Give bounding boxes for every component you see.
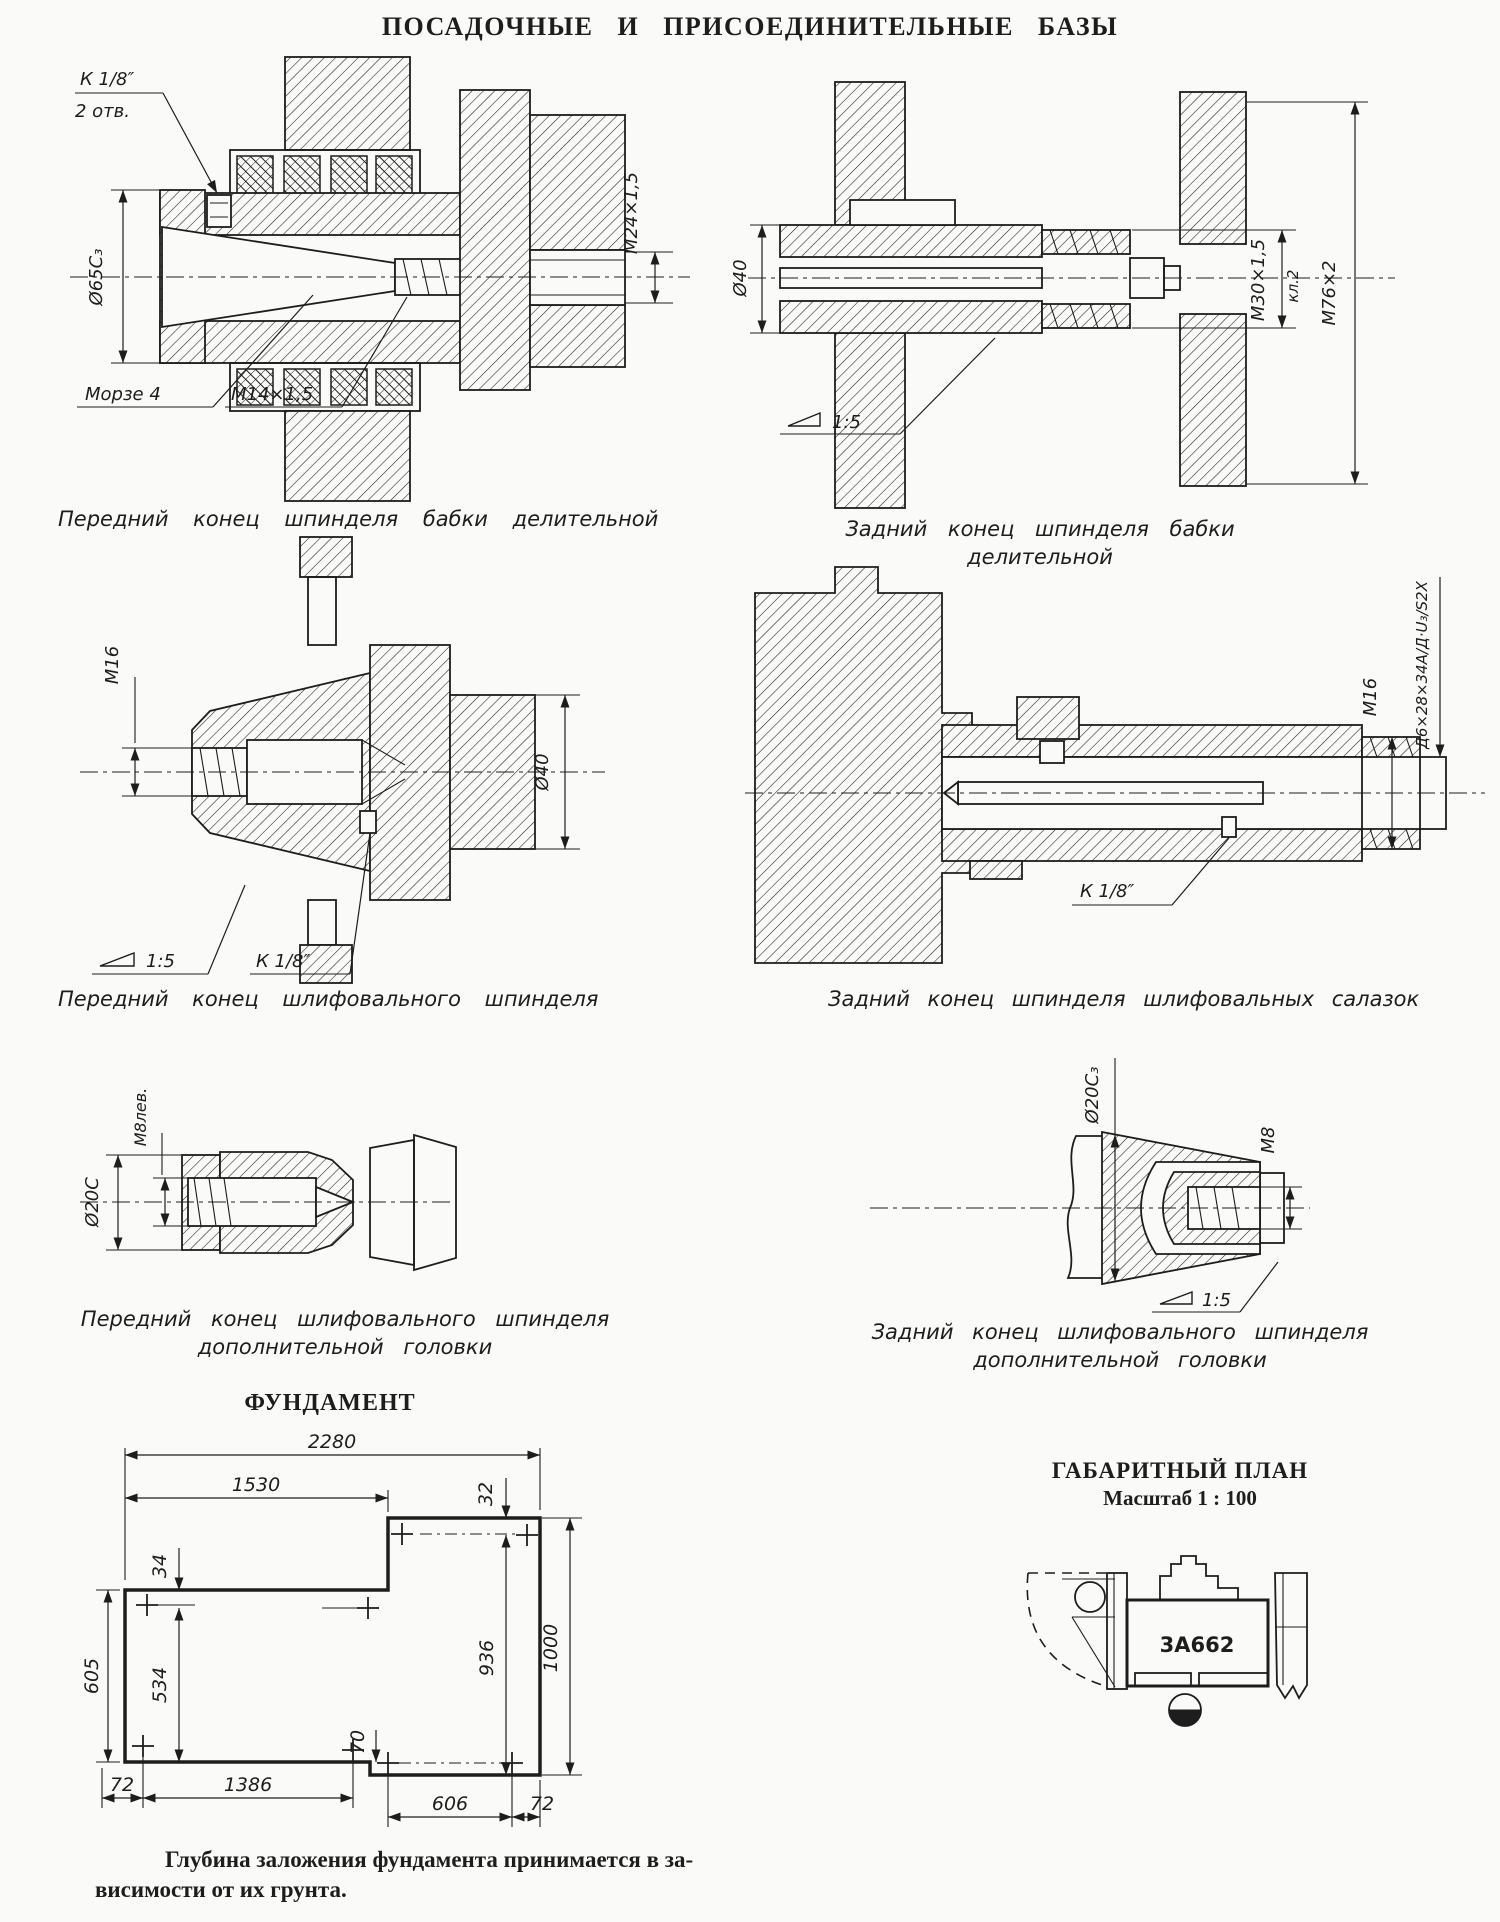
dim-label-d20s: Ø20С	[82, 1177, 103, 1227]
label-k18: К 1/8″	[256, 951, 311, 972]
caption-line: Передний конец шлифовального шпинделя	[80, 1307, 610, 1331]
label-taper: 1:5	[832, 412, 861, 433]
footnote-line: Глубина заложения фундамента принимается в за-	[165, 1847, 694, 1872]
taper-icon	[1160, 1292, 1192, 1304]
dim-606: 606	[431, 1793, 469, 1815]
dim-534: 534	[149, 1666, 171, 1704]
footnote-line: висимости от их грунта.	[95, 1876, 347, 1902]
caption-line: дополнительной головки	[973, 1348, 1267, 1373]
dim-label-m16: М16	[1360, 677, 1381, 717]
foundation-title: ФУНДАМЕНТ	[244, 1390, 416, 1416]
caption-rear-slides: Задний конец шпинделя шлифовальных салазок	[828, 987, 1420, 1011]
drawing-front-dividing-spindle	[55, 55, 705, 505]
dimensions	[730, 102, 1368, 484]
plan-title: ГАБАРИТНЫЙ ПЛАН	[1051, 1458, 1309, 1483]
dim-72-right: 72	[529, 1793, 555, 1815]
caption-front-grinding: Передний конец шлифовального шпинделя	[58, 987, 599, 1011]
label-morse: Морзе 4	[85, 384, 161, 405]
dim-label-m8lev: М8лев.	[131, 1087, 150, 1147]
dim-label-m24: М24×1,5	[621, 171, 642, 255]
section-geometry	[745, 567, 1485, 963]
foundation-plan	[81, 1430, 650, 1830]
overall-plan-drawing	[1010, 1545, 1350, 1775]
machine-model-label: 3А662	[1159, 1633, 1235, 1657]
dim-34: 34	[149, 1553, 171, 1579]
drawing-rear-dividing-spindle	[730, 80, 1440, 510]
label-k18: К 1/8″	[80, 69, 135, 90]
dim-1530: 1530	[231, 1474, 281, 1496]
label-k18: К 1/8″	[1080, 881, 1135, 902]
dim-1386: 1386	[223, 1774, 273, 1796]
dim-label-m16: М16	[102, 645, 123, 685]
caption-line: Задний конец шлифовального шпинделя	[871, 1320, 1369, 1344]
dim-label-d65: Ø65С₃	[86, 248, 107, 306]
caption-rear-aux-head	[820, 1318, 1420, 1375]
caption-front-dividing: Передний конец шпинделя бабки делительной	[58, 507, 659, 531]
section-geometry	[80, 537, 605, 983]
dim-label-kl2: кл.2	[1284, 269, 1302, 303]
footnote	[95, 1845, 705, 1905]
drawing-rear-aux-head-spindle	[840, 1040, 1320, 1330]
section-geometry	[70, 57, 690, 501]
dimensions	[82, 1088, 188, 1250]
page-title: ПОСАДОЧНЫЕ И ПРИСОЕДИНИТЕЛЬНЫЕ БАЗЫ	[381, 12, 1119, 41]
label-m14: М14×1,5	[231, 384, 314, 405]
dim-72-left: 72	[109, 1774, 135, 1796]
caption-line: Задний конец шпинделя бабки	[845, 517, 1235, 541]
taper-icon	[100, 953, 134, 966]
label-taper: 1:5	[146, 951, 175, 972]
drawing-rear-slides-spindle	[740, 545, 1500, 985]
taper-icon	[788, 413, 820, 426]
dim-label-d20s3: Ø20С₃	[1082, 1066, 1103, 1124]
dim-2280: 2280	[307, 1431, 357, 1453]
caption-line: дополнительной головки	[197, 1335, 493, 1360]
label-taper: 1:5	[1202, 1290, 1231, 1311]
dim-32: 32	[475, 1481, 497, 1507]
dim-label-m8: М8	[1258, 1126, 1279, 1154]
label-2otv: 2 отв.	[75, 101, 131, 122]
dim-label-m30: М30×1,5	[1248, 238, 1269, 322]
caption-line: делительной	[967, 545, 1113, 570]
foundation-dimensions	[81, 1431, 582, 1827]
dim-label-d40: Ø40	[730, 259, 751, 297]
plan-circle-detail	[1075, 1582, 1105, 1612]
plan-scale: Масштаб 1 : 100	[1103, 1486, 1257, 1510]
dim-label-d40: Ø40	[532, 753, 553, 791]
section-geometry	[870, 1132, 1310, 1284]
drawing-front-grinding-spindle	[60, 515, 620, 985]
plan-heading	[1010, 1458, 1350, 1511]
dim-936: 936	[476, 1639, 498, 1677]
dim-70: 70	[347, 1729, 369, 1755]
dim-1000: 1000	[540, 1623, 562, 1673]
drawing-front-aux-head-spindle	[70, 1075, 460, 1305]
dim-label-spline: Д6×28×34А/Д·U₃/S2Х	[1413, 581, 1431, 749]
dim-label-m76: М76×2	[1319, 260, 1340, 326]
dim-605: 605	[81, 1657, 103, 1695]
caption-front-aux-head	[55, 1305, 635, 1362]
